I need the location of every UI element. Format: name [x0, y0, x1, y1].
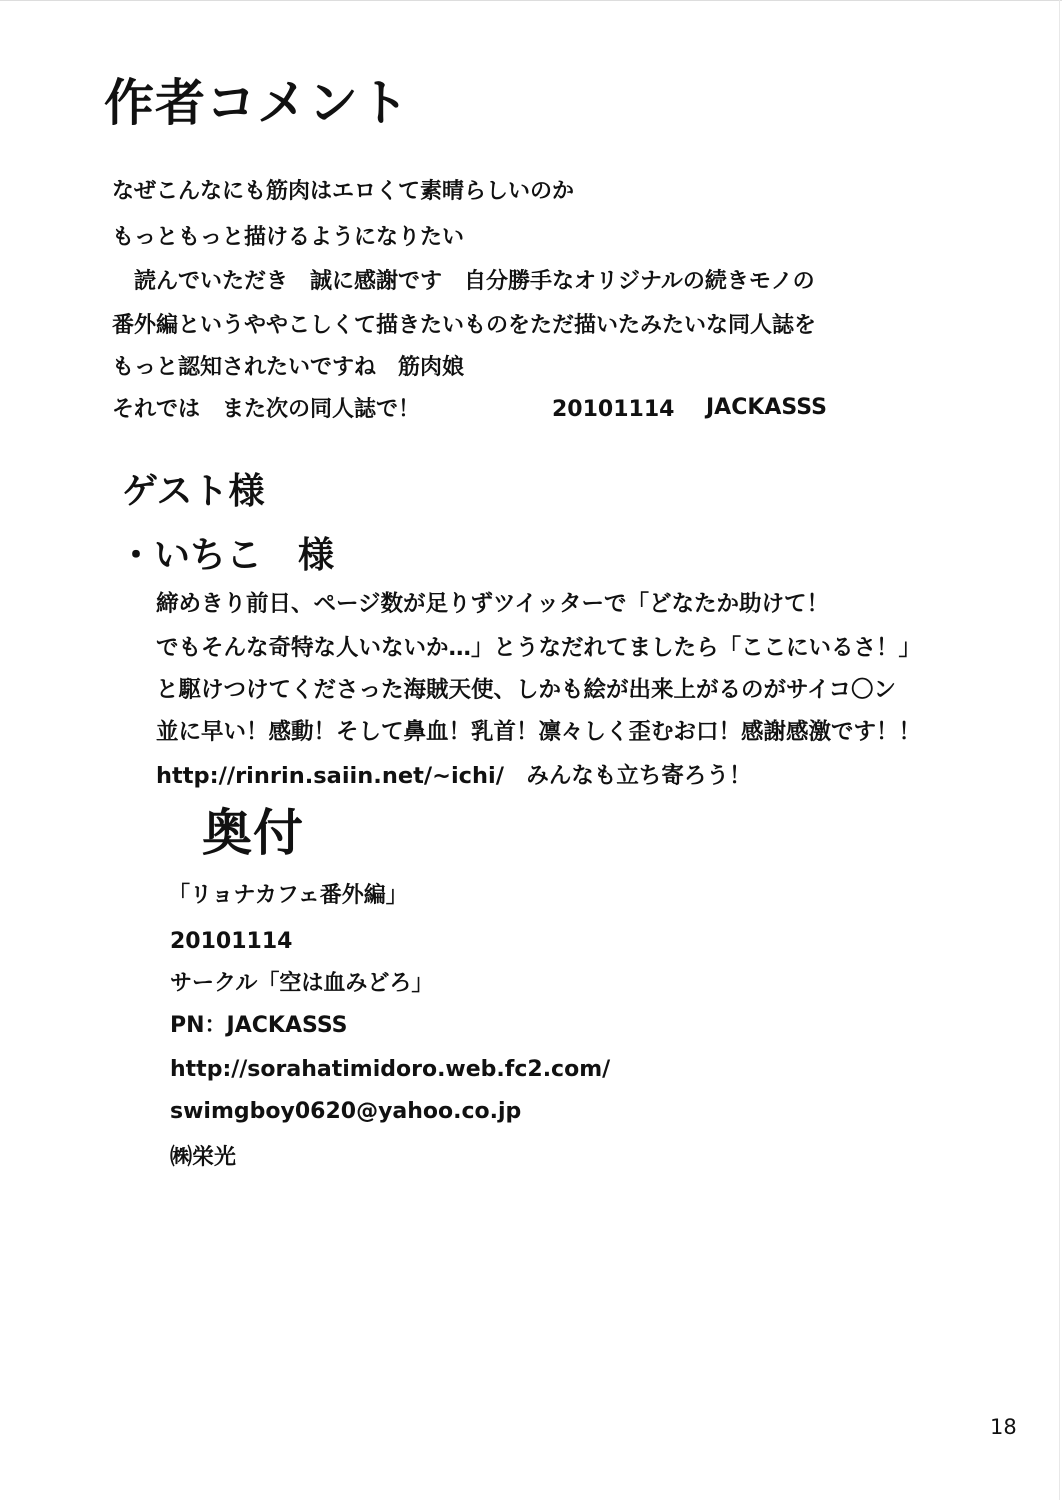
- author-comment-line: それでは また次の同人誌で！: [112, 397, 421, 422]
- author-comment-signature: JACKASSS: [706, 395, 827, 420]
- page-number: 18: [990, 1415, 1017, 1439]
- author-comment-line: 読んでいただき 誠に感謝です 自分勝手なオリジナルの続きモノの: [112, 269, 815, 294]
- colophon-date: 20101114: [170, 929, 293, 954]
- author-comment-line: 番外編というややこしくて描きたいものをただ描いたみたいな同人誌を: [112, 313, 817, 338]
- colophon-title: 「リョナカフェ番外編」: [168, 883, 408, 908]
- guest-heading: ゲスト様: [122, 471, 265, 512]
- colophon-website: http://sorahatimidoro.web.fc2.com/: [170, 1057, 611, 1082]
- author-comment-line: もっと認知されたいですね 筋肉娘: [112, 355, 465, 380]
- guest-link-line: http://rinrin.saiin.net/~ichi/ みんなも立ち寄ろう！: [156, 763, 752, 789]
- guest-line: でもそんな奇特な人いないか…」とうなだれてましたら「ここにいるさ！」: [156, 635, 922, 661]
- guest-line: 並に早い！感動！そして鼻血！乳首！凛々しく歪むお口！感謝感激です！！: [156, 719, 922, 745]
- page-edge-right: [1059, 0, 1060, 1500]
- guest-name: ・いちこ 様: [118, 535, 335, 576]
- page-edge-top: [0, 0, 1062, 1]
- author-comment-line: もっともっと描けるようになりたい: [112, 225, 465, 250]
- author-comment-date: 20101114: [552, 397, 675, 422]
- colophon-email: swimgboy0620@yahoo.co.jp: [170, 1099, 522, 1124]
- author-comment-line: なぜこんなにも筋肉はエロくて素晴らしいのか: [112, 179, 575, 204]
- colophon-circle: サークル「空は血みどろ」: [170, 971, 434, 996]
- colophon-pen-name: PN：JACKASSS: [170, 1013, 348, 1038]
- guest-line: と駆けつけてくださった海賊天使、しかも絵が出来上がるのがサイコ〇ン: [156, 677, 897, 703]
- colophon-heading: 奥付: [202, 804, 304, 862]
- author-comment-heading: 作者コメント: [104, 74, 410, 132]
- guest-line: 締めきり前日、ページ数が足りずツイッターで「どなたか助けて！: [156, 591, 829, 617]
- colophon-printer: ㈱栄光: [170, 1145, 237, 1170]
